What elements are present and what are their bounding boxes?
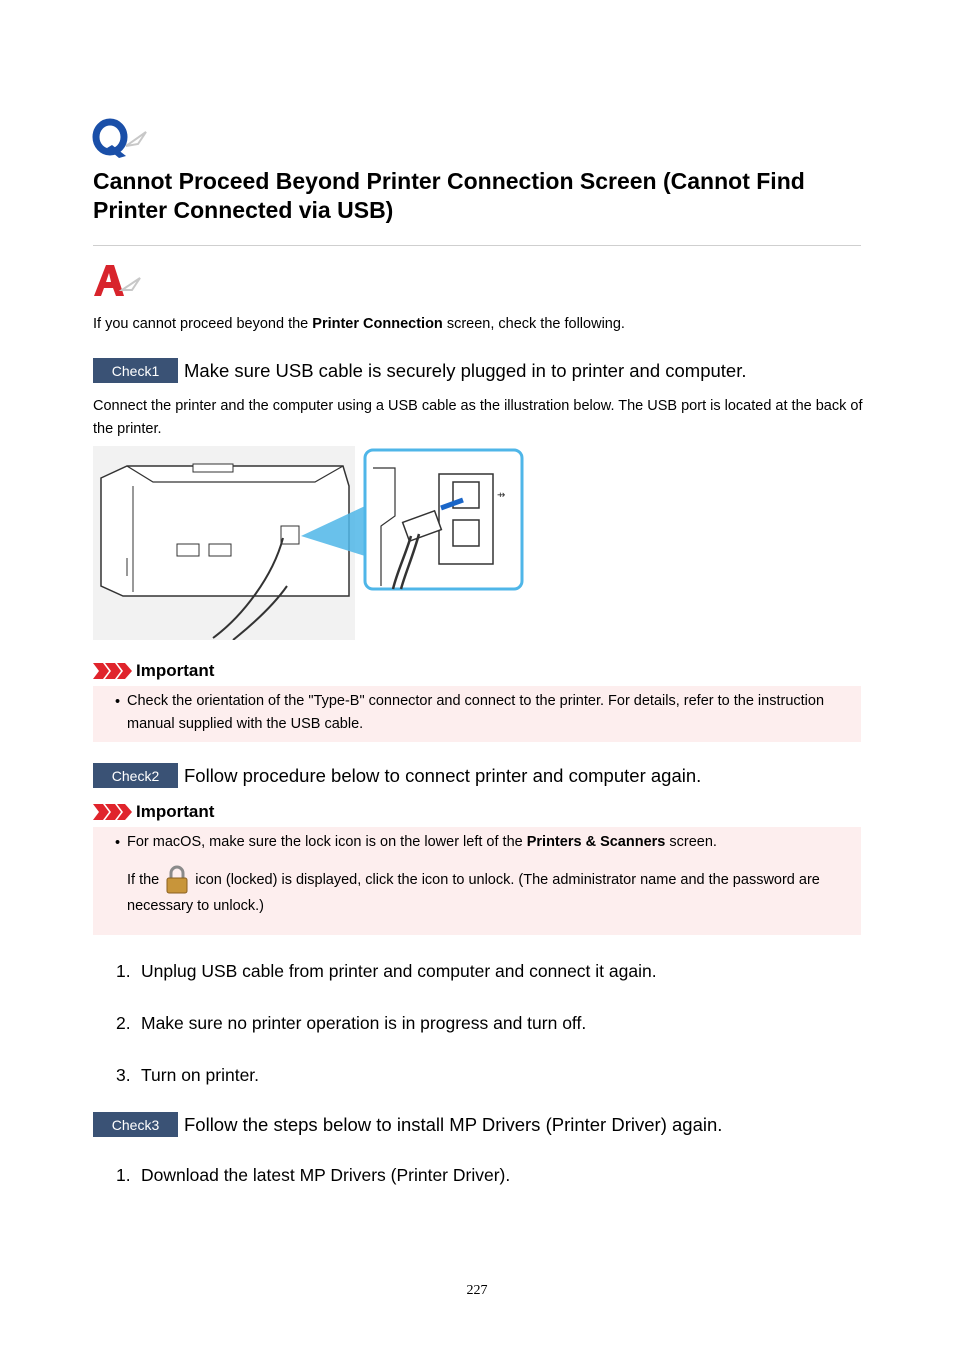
intro-text: If you cannot proceed beyond the Printer Connection screen, check the following. [93, 316, 625, 332]
list-item: 3. Turn on printer. [116, 1065, 260, 1085]
lock-icon [163, 865, 191, 895]
important2-line2: If the icon (locked) is displayed, click the icon to unlock. (The administrator name and the password are necessary to unlock.) [127, 865, 847, 918]
important1-label: Important [136, 661, 215, 680]
check2-badge: Check2 [93, 763, 178, 788]
important1-heading [93, 661, 214, 681]
check1-description: Connect the printer and the computer using a USB cable as the illustration below. The USB port is located at the back of the printer. [93, 398, 863, 437]
important-arrows-icon [93, 804, 133, 820]
check1-heading [93, 358, 747, 383]
important2-line1: For macOS, make sure the lock icon is on the lower left of the Printers & Scanners screen. [127, 834, 717, 850]
important2-heading [93, 802, 214, 822]
list-item: 2. Make sure no printer operation is in progress and turn off. [116, 1013, 587, 1033]
important2-box [93, 827, 861, 935]
page-title: Cannot Proceed Beyond Printer Connection Screen (Cannot Find Printer Connected via USB) [93, 168, 805, 223]
important2-label: Important [136, 802, 215, 821]
check3-heading [93, 1112, 722, 1137]
list-item: 1. Download the latest MP Drivers (Printer Driver). [116, 1165, 511, 1185]
page-number: 227 [466, 1283, 488, 1298]
important1-text: Check the orientation of the "Type-B" connector and connect to the printer. For details, refer to the instruction manual supplied with the USB cable. [127, 693, 825, 732]
bullet: • [115, 835, 121, 851]
check1-text: Make sure USB cable is securely plugged in to printer and computer. [184, 359, 747, 381]
question-icon [92, 118, 150, 160]
title-divider [93, 245, 861, 246]
list-item: 1. Unplug USB cable from printer and computer and connect it again. [116, 961, 657, 981]
check2-heading [93, 763, 701, 788]
check2-text: Follow procedure below to connect printer and computer again. [184, 764, 702, 786]
usb-connection-illustration [93, 446, 525, 640]
check3-text: Follow the steps below to install MP Drivers (Printer Driver) again. [184, 1113, 723, 1135]
answer-icon [92, 262, 142, 300]
important-arrows-icon [93, 663, 133, 679]
bullet: • [115, 694, 121, 710]
important1-box [93, 686, 861, 742]
check1-badge: Check1 [93, 358, 178, 383]
check3-badge: Check3 [93, 1112, 178, 1137]
svg-text:⇸: ⇸ [497, 490, 506, 501]
